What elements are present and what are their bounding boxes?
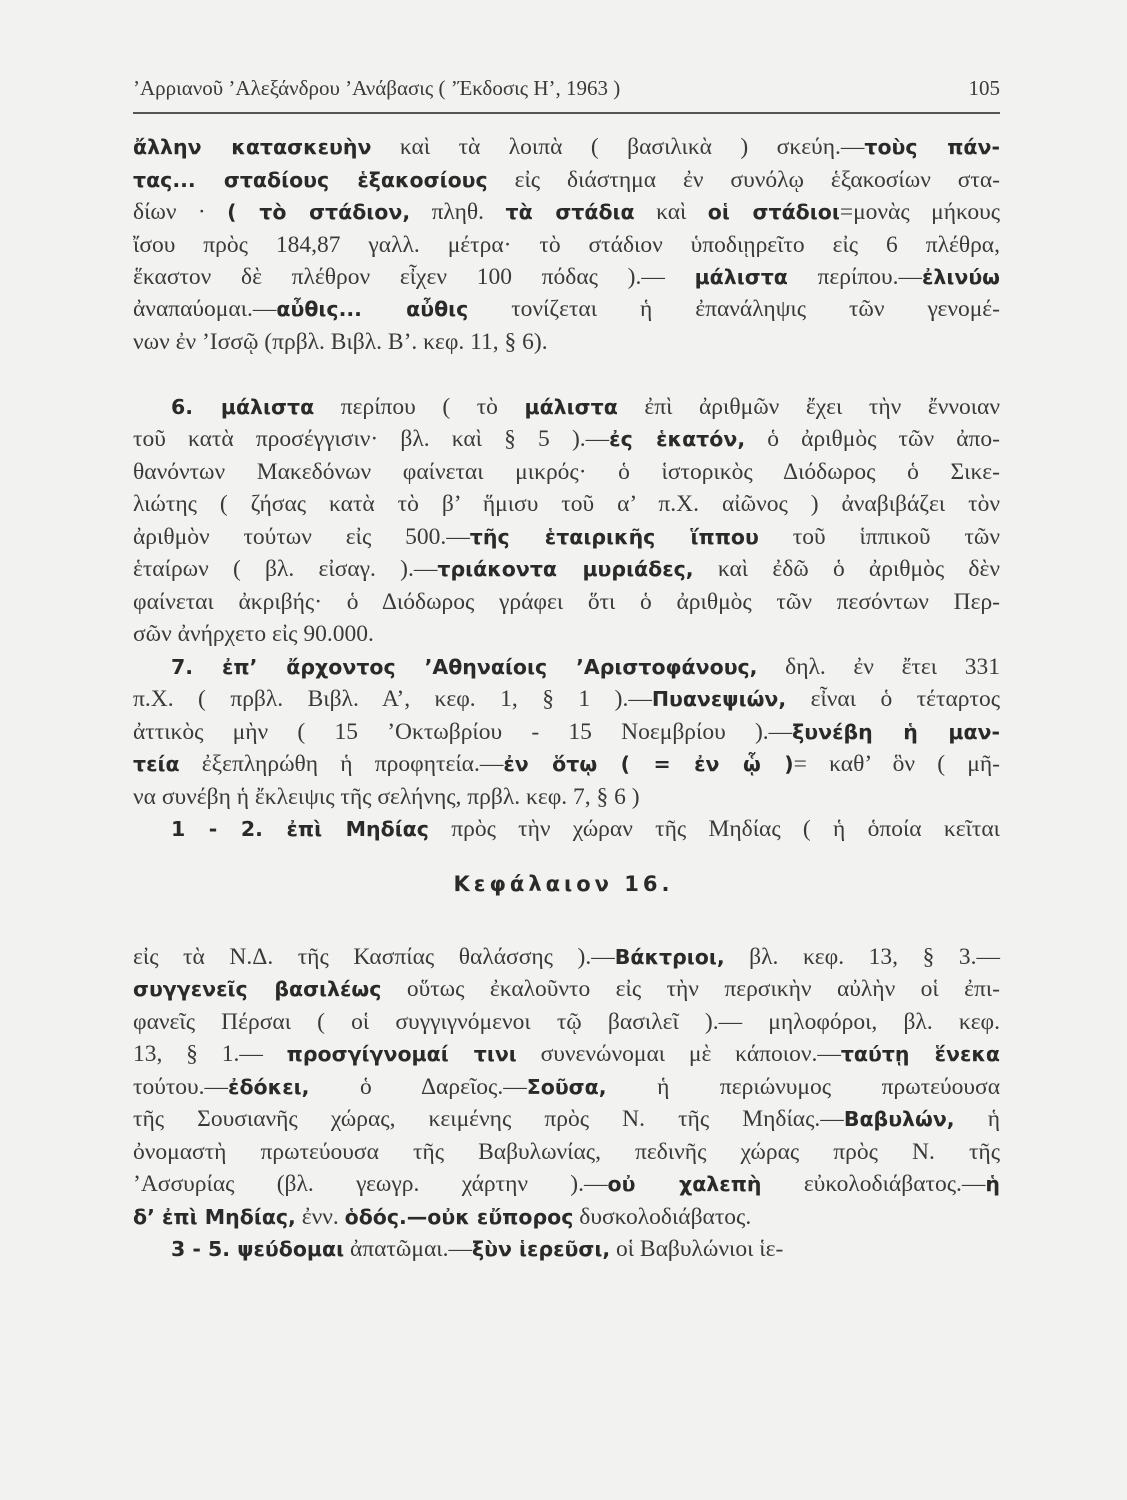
running-header <box>133 76 1000 101</box>
gloss-text: καὶ ἐδῶ ὁ ἀριθμὸς δὲν <box>693 556 1001 582</box>
gloss-text: σῶν ἀνήρχετο εἰς 90.000. <box>133 621 374 647</box>
lemma-term: Πυανεψιών, <box>651 687 787 711</box>
gloss-text: να συνέβη ἡ ἔκλειψις τῆς σελήνης, πρβλ. κεφ. 7, § 6 ) <box>133 784 640 810</box>
text-line <box>133 262 1000 292</box>
gloss-text: ἡ <box>954 1106 1000 1132</box>
text-line <box>133 1169 1000 1199</box>
gloss-text: καὶ <box>634 199 708 225</box>
text-line <box>133 327 1000 357</box>
lemma-term: ξυνέβη ἡ μαν- <box>792 720 1000 744</box>
lemma-term: ἐδόκει, <box>228 1075 310 1099</box>
gloss-text: ἀριθμὸν τούτων εἰς 500.— <box>133 524 470 550</box>
gloss-text: ἑταίρων ( βλ. εἰσαγ. ).— <box>133 556 438 582</box>
text-line <box>133 1072 1000 1102</box>
page-number: 105 <box>968 76 1000 100</box>
gloss-text: εὐκολοδιάβατος.— <box>761 1171 986 1197</box>
gloss-text: περίπου.— <box>787 264 922 290</box>
header-title: ’Αρριανοῦ ’Αλεξάνδρου ’Ανάβασις ( ’Έκδοσις Η’, 1963 ) <box>133 76 621 100</box>
gloss-text: εἰς διάστημα ἐν συνόλῳ ἑξακοσίων στα- <box>487 167 1001 193</box>
text-line <box>171 814 1000 844</box>
lemma-term: 1 - 2. ἐπὶ Μηδίας <box>171 817 429 841</box>
gloss-text: π.Χ. ( πρβλ. Βιβλ. Α’, κεφ. 1, § 1 ).— <box>133 686 652 712</box>
lemma-term: ἄλλην κατασκευὴν <box>133 135 372 159</box>
text-line <box>133 522 1000 552</box>
gloss-text: φανεῖς Πέρσαι ( οἱ συγγιγνόμενοι τῷ βασιλεῖ ).— μηλοφόροι, βλ. κεφ. <box>133 1009 1000 1035</box>
lemma-term: τας... σταδίους ἑξακοσίους <box>133 168 488 192</box>
lemma-term: τῆς ἑταιρικῆς ἵππου <box>469 525 759 549</box>
text-line <box>133 197 1000 227</box>
gloss-text: οὕτως ἐκαλοῦντο εἰς τὴν περσικὴν αὐλὴν οἱ ἐπι- <box>381 976 1000 1002</box>
lemma-term: αὖθις... αὖθις <box>276 297 469 321</box>
text-line <box>133 457 1000 487</box>
text-line <box>133 1007 1000 1037</box>
lemma-term: συγγενεῖς βασιλέως <box>133 977 382 1001</box>
gloss-text: πληθ. <box>410 199 506 225</box>
gloss-text: ἕκαστον δὲ πλέθρον εἶχεν 100 πόδας ).— <box>133 264 695 290</box>
text-line <box>133 230 1000 260</box>
lemma-term: 6. μάλιστα <box>171 395 315 419</box>
gloss-text: θανόντων Μακεδόνων φαίνεται μικρός· ὁ ἱστορικὸς Διόδωρος ὁ Σικε- <box>133 459 1000 485</box>
gloss-text: δυσκολοδιάβατος. <box>573 1204 752 1230</box>
gloss-text: νων ἐν ’Ισσῷ (πρβλ. Βιβλ. Β’. κεφ. 11, § 6). <box>133 329 548 355</box>
gloss-text: τοῦ ἱππικοῦ τῶν <box>758 524 1000 550</box>
lemma-term: δ’ ἐπὶ Μηδίας, <box>133 1205 296 1229</box>
lemma-term: τεία <box>133 752 180 776</box>
text-line <box>133 684 1000 714</box>
gloss-text: καὶ τὰ λοιπὰ ( βασιλικὰ ) σκεύη.— <box>371 134 865 160</box>
gloss-text: 13, § 1.— <box>133 1041 287 1067</box>
gloss-text: περίπου ( τὸ <box>314 394 525 420</box>
text-line <box>171 1234 1000 1264</box>
gloss-text: τῆς Σουσιανῆς χώρας, κειμένης πρὸς Ν. τῆς Μηδίας.— <box>133 1106 844 1132</box>
gloss-text: οἱ Βαβυλώνιοι ἱε- <box>610 1236 784 1262</box>
lemma-term: 3 - 5. ψεύδομαι <box>171 1237 345 1261</box>
gloss-text: τοῦ κατὰ προσέγγισιν· βλ. καὶ § 5 ).— <box>133 426 610 452</box>
lemma-term: μάλιστα <box>694 265 788 289</box>
lemma-term: Σοῦσα, <box>526 1075 607 1099</box>
gloss-text: τονίζεται ἡ ἐπανάληψις τῶν γενομέ- <box>468 296 1000 322</box>
text-line <box>133 165 1000 195</box>
text-line <box>171 652 1000 682</box>
lemma-term: μάλιστα <box>524 395 618 419</box>
gloss-text: ἀττικὸς μὴν ( 15 ’Οκτωβρίου - 15 Νοεμβρίου ).— <box>133 719 793 745</box>
gloss-text: ὁ Δαρεῖος.— <box>309 1074 527 1100</box>
gloss-text: δηλ. ἐν ἔτει 331 <box>757 654 1000 680</box>
text-line <box>133 554 1000 584</box>
lemma-term: Βαβυλών, <box>843 1107 955 1131</box>
text-line <box>133 587 1000 617</box>
gloss-text: ἡ περιώνυμος πρωτεύουσα <box>606 1074 1001 1100</box>
gloss-text: ὁ ἀριθμὸς τῶν ἀπο- <box>745 426 1000 452</box>
lemma-term: ταύτῃ ἕνεκα <box>840 1042 1001 1066</box>
lemma-term: 7. ἐπ’ ἄρχοντος ’Αθηναίοις ’Αριστοφάνους, <box>171 655 758 679</box>
text-line <box>133 132 1000 162</box>
lemma-term: τὰ στάδια <box>505 200 635 224</box>
lemma-term: τοὺς πάν- <box>864 135 1000 159</box>
gloss-text: φαίνεται ἀκριβής· ὁ Διόδωρος γράφει ὅτι ὁ ἀριθμὸς τῶν πεσόντων Περ- <box>133 589 1000 615</box>
text-line <box>133 717 1000 747</box>
lemma-term: ἐλινύω <box>921 265 1000 289</box>
text-line <box>133 1137 1000 1167</box>
text-line <box>171 392 1000 422</box>
gloss-text: ἐνν. <box>295 1204 345 1230</box>
header-rule <box>133 112 1000 114</box>
lemma-term: προσγίγνομαί τινι <box>286 1042 517 1066</box>
gloss-text: ἀπατῶμαι.— <box>344 1236 472 1262</box>
chapter-heading: Κεφάλαιον 16. <box>453 872 674 896</box>
gloss-text: ’Ασσυρίας (βλ. γεωγρ. χάρτην ).— <box>133 1171 608 1197</box>
gloss-text: = καθ’ ὃν ( μῆ- <box>793 751 1000 777</box>
lemma-term: τριάκοντα μυριάδες, <box>437 557 694 581</box>
gloss-text: =μονὰς μήκους <box>839 199 1001 225</box>
gloss-text: ἐπὶ ἀριθμῶν ἔχει τὴν ἔννοιαν <box>617 394 1000 420</box>
lemma-term: ( τὸ στάδιον, <box>227 200 411 224</box>
text-line <box>133 782 1000 812</box>
gloss-text: εἰς τὰ Ν.Δ. τῆς Κασπίας θαλάσσης ).— <box>133 944 615 970</box>
gloss-text: συνενώνομαι μὲ κάποιον.— <box>516 1041 841 1067</box>
text-line <box>133 974 1000 1004</box>
gloss-text: πρὸς τὴν χώραν τῆς Μηδίας ( ἡ ὁποία κεῖται <box>428 816 1001 842</box>
lemma-term: ἐν ὅτῳ ( = ἐν ᾧ ) <box>503 752 794 776</box>
gloss-text: τούτου.— <box>133 1074 229 1100</box>
text-line <box>133 294 1000 324</box>
gloss-text: βλ. κεφ. 13, § 3.— <box>724 944 1001 970</box>
lemma-term: οἱ στάδιοι <box>707 200 840 224</box>
text-line <box>133 1202 1000 1232</box>
lemma-term: ἡ <box>985 1172 1000 1196</box>
gloss-text: ὀνομαστὴ πρωτεύουσα τῆς Βαβυλωνίας, πεδινῆς χώρας πρὸς Ν. τῆς <box>133 1139 1000 1165</box>
text-line <box>133 942 1000 972</box>
text-line <box>133 489 1000 519</box>
lemma-term: ἐς ἑκατόν, <box>609 427 746 451</box>
lemma-term: οὐ χαλεπὴ <box>607 1172 762 1196</box>
gloss-text: λιώτης ( ζήσας κατὰ τὸ β’ ἥμισυ τοῦ α’ π.Χ. αἰῶνος ) ἀναβιβάζει τὸν <box>133 491 1000 517</box>
text-line <box>133 424 1000 454</box>
gloss-text: εἶναι ὁ τέταρτος <box>786 686 1001 712</box>
gloss-text: ἴσου πρὸς 184,87 γαλλ. μέτρα· τὸ στάδιον ὑποδιῃρεῖτο εἰς 6 πλέθρα, <box>133 232 1000 258</box>
text-line <box>133 1039 1000 1069</box>
lemma-term: ξὺν ἱερεῦσι, <box>471 1237 611 1261</box>
lemma-term: ὁδός.—οὐκ εὔπορος <box>344 1205 574 1229</box>
text-line <box>133 619 1000 649</box>
gloss-text: δίων · <box>133 199 228 225</box>
gloss-text: ἀναπαύομαι.— <box>133 296 277 322</box>
text-line <box>133 1104 1000 1134</box>
text-line <box>133 749 1000 779</box>
lemma-term: Βάκτριοι, <box>614 945 725 969</box>
gloss-text: ἐξεπληρώθη ἡ προφητεία.— <box>179 751 504 777</box>
